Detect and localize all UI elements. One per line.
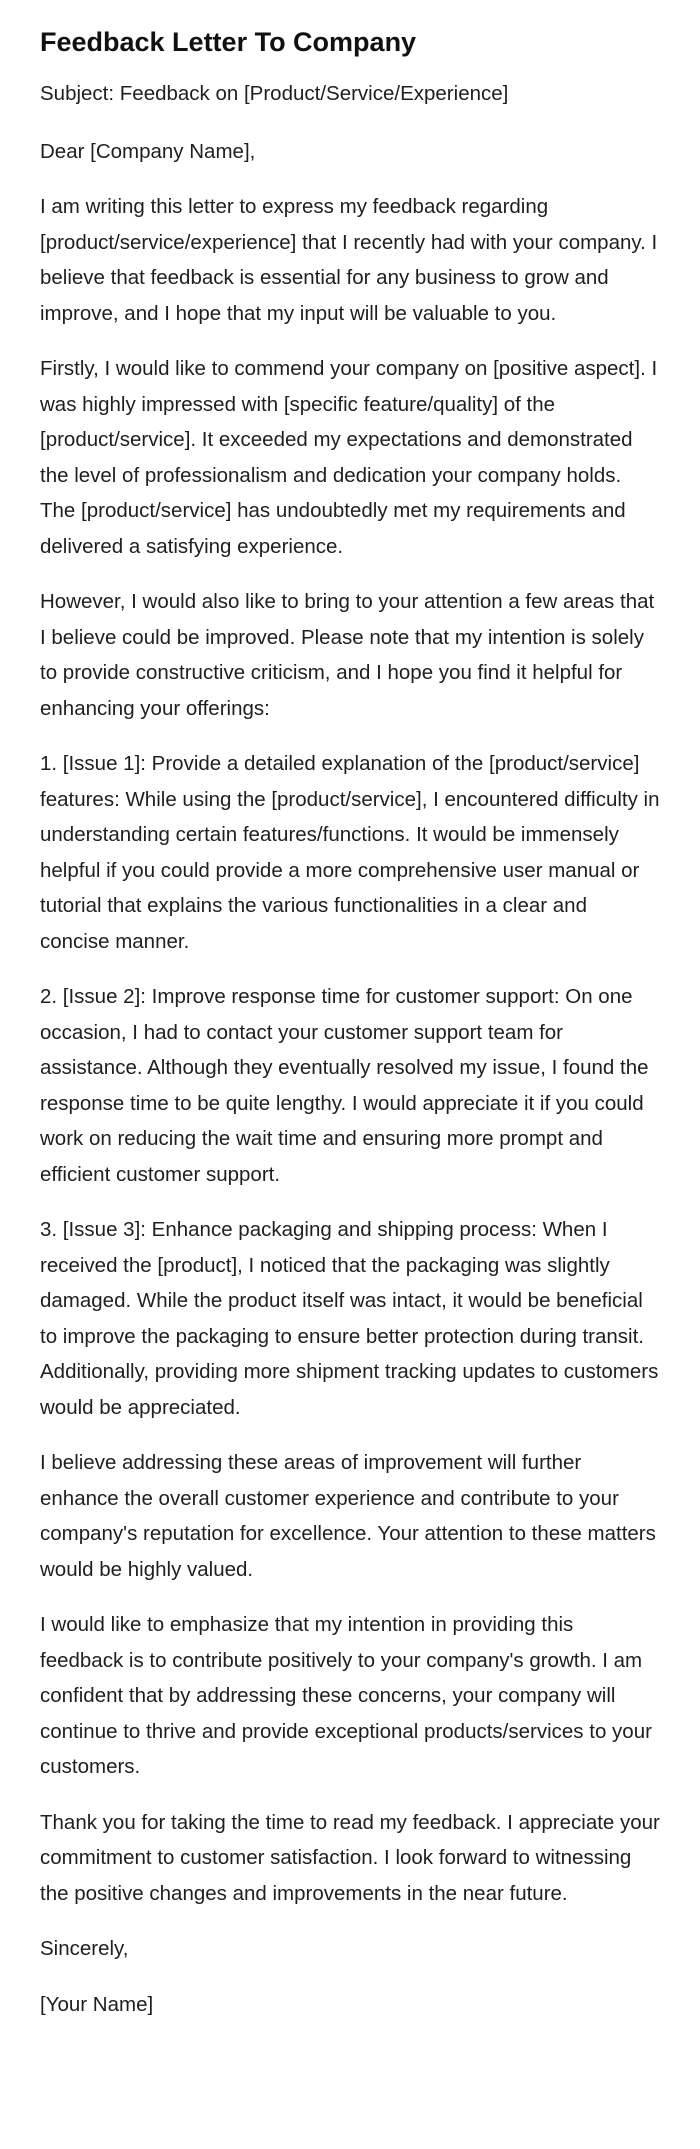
signature: [Your Name] [40, 1992, 154, 2016]
document-title: Feedback Letter To Company [40, 27, 417, 57]
subject-line: Subject: Feedback on [Product/Service/Experience] [40, 82, 509, 105]
paragraph-emphasis: I would like to emphasize that my intention in providing this feedback is to contribute positively to your company's growth. I am confident that by addressing these concerns, your company will continue to thrive and provide exceptional products/services to your customers. [40, 1613, 652, 1778]
paragraph-commendation: Firstly, I would like to commend your company on [positive aspect]. I was highly impressed with [specific feature/quality] of the [product/service]. It exceeded my expectations and demonstrated the level of professionalism and dedication your company holds. The [product/service] has undoubtedly met my requirements and delivered a satisfying experience. [40, 357, 658, 558]
paragraph-thanks: Thank you for taking the time to read my feedback. I appreciate your commitment to customer satisfaction. I look forward to witnessing the positive changes and improvements in the near future. [40, 1810, 660, 1905]
paragraph-addressing: I believe addressing these areas of improvement will further enhance the overall customer experience and contribute to your company's reputation for excellence. Your attention to these matters would be highly valued. [40, 1451, 656, 1581]
issue-1: 1. [Issue 1]: Provide a detailed explanation of the [product/service] features: While using the [product/service], I encountered difficulty in understanding certain features/functions. It would be immensely helpful if you could provide a more comprehensive user manual or tutorial that explains the various functionalities in a clear and concise manner. [40, 752, 660, 953]
issue-2: 2. [Issue 2]: Improve response time for customer support: On one occasion, I had to contact your customer support team for assistance. Although they eventually resolved my issue, I found the response time to be quite lengthy. I would appreciate it if you could work on reducing the wait time and ensuring more prompt and efficient customer support. [40, 985, 649, 1186]
issue-3: 3. [Issue 3]: Enhance packaging and shipping process: When I received the [product], I noticed that the packaging was slightly damaged. While the product itself was intact, it would be beneficial to improve the packaging to ensure better protection during transit. Additionally, providing more shipment tracking updates to customers would be appreciated. [40, 1218, 659, 1419]
paragraph-improvements-intro: However, I would also like to bring to your attention a few areas that I believe could be improved. Please note that my intention is solely to provide constructive criticism, and I hope you find it helpful for enhancing your offerings: [40, 590, 655, 720]
closing: Sincerely, [40, 1937, 129, 1960]
greeting: Dear [Company Name], [40, 139, 256, 163]
paragraph-intro: I am writing this letter to express my feedback regarding [product/service/experience] that I recently had with your company. I believe that feedback is essential for any business to grow and improve, and I hope that my input will be valuable to you. [40, 195, 658, 325]
